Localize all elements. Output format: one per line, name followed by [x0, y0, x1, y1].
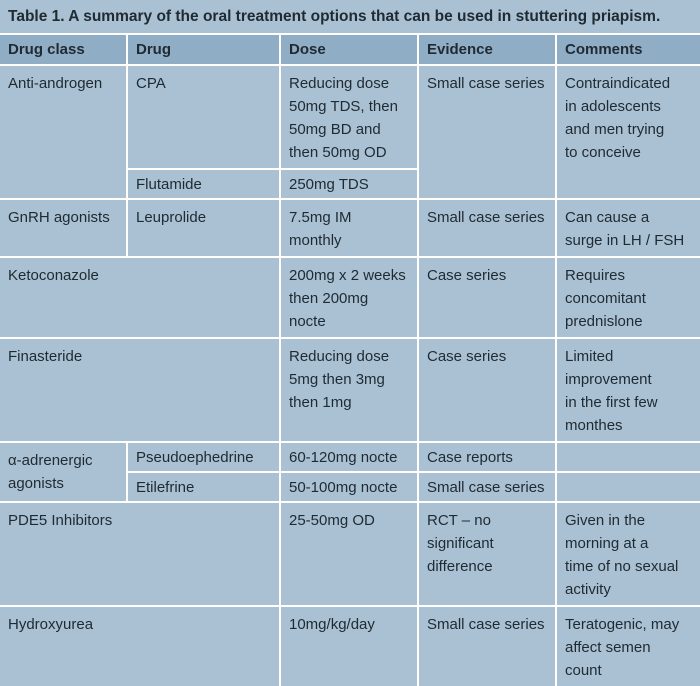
drug-class-cell: Finasteride: [0, 338, 280, 442]
drug-cell: CPA: [127, 65, 280, 169]
header-evidence: Evidence: [418, 34, 556, 65]
dose-cell: 60-120mg nocte: [280, 442, 418, 472]
comment-line: monthes: [565, 417, 623, 434]
evidence-cell: [418, 502, 556, 606]
dose-cell: 250mg TDS: [280, 169, 418, 199]
dose-line: 50mg TDS, then: [289, 98, 398, 115]
drug-cell: Leuprolide: [127, 199, 280, 257]
comment-line: count: [565, 662, 602, 679]
dose-cell: 25-50mg OD: [280, 502, 418, 606]
comment-line: affect semen: [565, 639, 651, 656]
comment-line: Requires: [565, 267, 626, 284]
dose-line: 7.5mg IM: [289, 209, 352, 226]
drug-class-cell: Hydroxyurea: [0, 606, 280, 686]
dose-line: 5mg then 3mg: [289, 371, 385, 388]
evidence-cell: Small case series: [418, 199, 556, 257]
drug-cell: Flutamide: [127, 169, 280, 199]
table-row: [0, 65, 700, 169]
evidence-cell: Small case series: [418, 606, 556, 686]
comment-line: Can cause a: [565, 209, 650, 226]
dose-cell: [280, 65, 418, 169]
evidence-cell: Case series: [418, 257, 556, 338]
evidence-cell: Case series: [418, 338, 556, 442]
dose-cell: 50-100mg nocte: [280, 472, 418, 502]
comments-cell: [556, 257, 700, 338]
comments-cell: [556, 65, 700, 199]
dose-line: Reducing dose: [289, 75, 390, 92]
dose-cell: [280, 257, 418, 338]
dose-cell: [280, 338, 418, 442]
comment-line: prednislone: [565, 313, 643, 330]
header-drug-class: Drug class: [0, 34, 127, 65]
table-row: [0, 199, 700, 257]
treatment-table: [0, 33, 700, 686]
comment-line: to conceive: [565, 144, 641, 161]
comment-line: in the first few: [565, 394, 658, 411]
comment-line: activity: [565, 581, 611, 598]
header-dose: Dose: [280, 34, 418, 65]
dose-line: 200mg x 2 weeks: [289, 267, 406, 284]
dose-line: then 1mg: [289, 394, 352, 411]
comment-line: Teratogenic, may: [565, 616, 680, 633]
dose-line: monthly: [289, 232, 342, 249]
comment-line: surge in LH / FSH: [565, 232, 685, 249]
comment-line: Contraindicated: [565, 75, 671, 92]
comments-cell: [556, 472, 700, 502]
comments-cell: [556, 502, 700, 606]
table-row: [0, 502, 700, 606]
evidence-cell: Small case series: [418, 472, 556, 502]
table-row: [0, 338, 700, 442]
comment-line: concomitant: [565, 290, 646, 307]
drug-class-cell: Ketoconazole: [0, 257, 280, 338]
comment-line: time of no sexual: [565, 558, 679, 575]
comments-cell: [556, 338, 700, 442]
table-row: [0, 606, 700, 686]
class-line: agonists: [8, 475, 64, 492]
drug-cell: Pseudoephedrine: [127, 442, 280, 472]
dose-line: Reducing dose: [289, 348, 390, 365]
dose-line: then 50mg OD: [289, 144, 387, 161]
table-row: [0, 257, 700, 338]
header-row: [0, 34, 700, 65]
evidence-line: difference: [427, 558, 493, 575]
comment-line: and men trying: [565, 121, 665, 138]
comment-line: Limited: [565, 348, 614, 365]
drug-class-cell: GnRH agonists: [0, 199, 127, 257]
table-row: [0, 442, 700, 472]
comments-cell: [556, 442, 700, 472]
dose-line: then 200mg: [289, 290, 369, 307]
comment-line: improvement: [565, 371, 652, 388]
dose-line: nocte: [289, 313, 326, 330]
evidence-cell: Case reports: [418, 442, 556, 472]
drug-class-cell: PDE5 Inhibitors: [0, 502, 280, 606]
dose-line: 50mg BD and: [289, 121, 381, 138]
header-drug: Drug: [127, 34, 280, 65]
table-title: Table 1. A summary of the oral treatment options that can be used in stuttering priapism.: [0, 0, 700, 33]
dose-cell: 10mg/kg/day: [280, 606, 418, 686]
evidence-line: RCT – no: [427, 512, 491, 529]
dose-cell: [280, 199, 418, 257]
comments-cell: [556, 199, 700, 257]
drug-class-cell: Anti-androgen: [0, 65, 127, 199]
comment-line: in adolescents: [565, 98, 661, 115]
comment-line: Given in the: [565, 512, 646, 529]
evidence-cell: Small case series: [418, 65, 556, 199]
drug-cell: Etilefrine: [127, 472, 280, 502]
comment-line: morning at a: [565, 535, 649, 552]
class-line: α-adrenergic: [8, 452, 93, 469]
evidence-line: significant: [427, 535, 494, 552]
header-comments: Comments: [556, 34, 700, 65]
drug-class-cell: [0, 442, 127, 502]
comments-cell: [556, 606, 700, 686]
